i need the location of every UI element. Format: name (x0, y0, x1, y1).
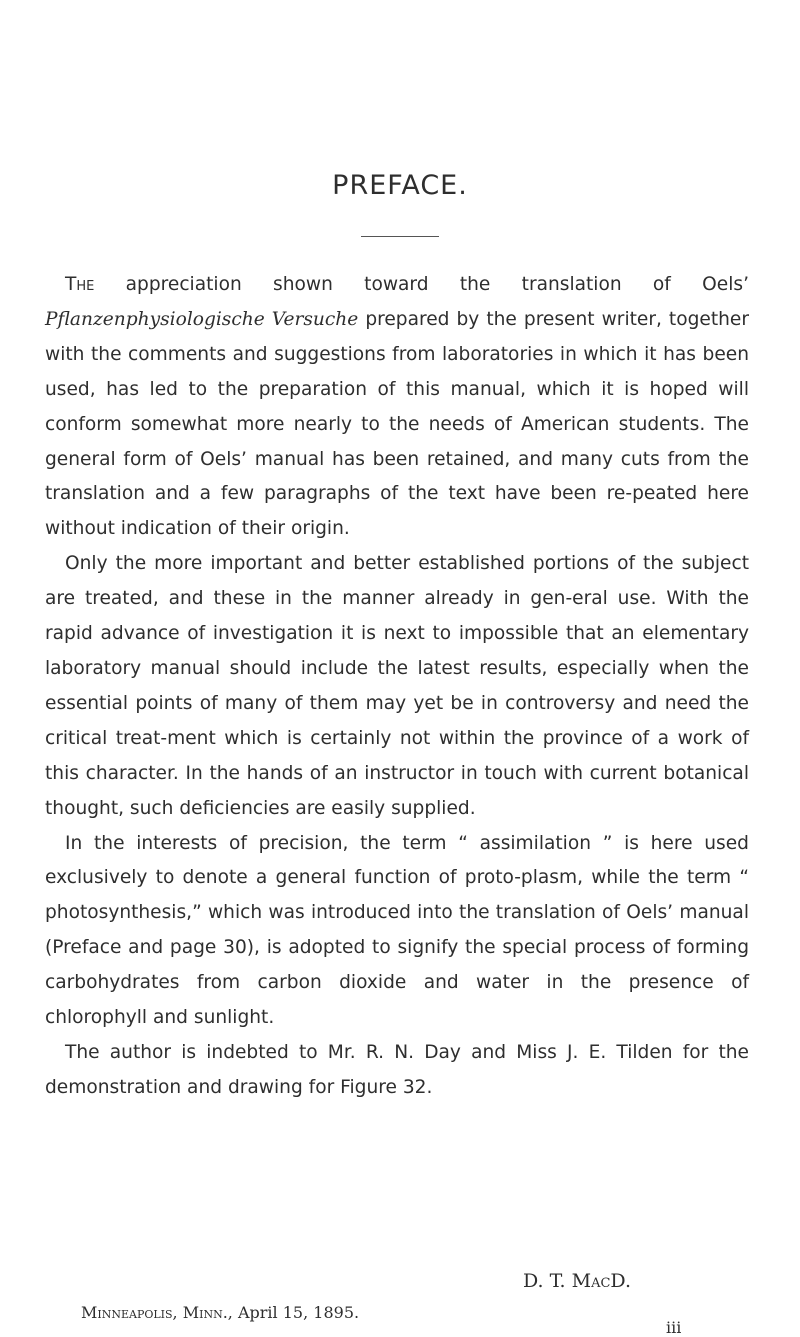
author-signature (523, 1270, 631, 1292)
paragraph-1-text-b: prepared by the present writer, together with the comments and suggestions from laboratories in which it has been used, has led to the preparation of this manual, which it is hoped will conform somewhat more nearly to the needs of American students. The general form of Oels’ manual has been retained, and many cuts from the translation and a few paragraphs of the text have been re-peated here without indication of their origin. (45, 308, 749, 540)
paragraph-1-first-word: The (65, 274, 95, 295)
paragraph-2: Only the more important and better established portions of the subject are treated, and these in the manner already in gen-eral use. With the rapid advance of investigation it is next to impossible that an elementary laboratory manual should include the latest results, especially when the essential points of many of them may yet be in controversy and need the critical treat-ment which is certainly not within the province of a work of this character. In the hands of an instructor in touch with current botanical thought, such deficiencies are easily supplied. (45, 553, 749, 819)
paragraph-1 (45, 268, 749, 547)
preface-body (45, 268, 749, 1106)
paragraph-1-book-title: Pflanzenphysiologische Versuche (45, 308, 359, 330)
place-city: Minneapolis, Minn., (81, 1303, 233, 1322)
signature-surname: MacD. (571, 1270, 631, 1292)
place-date: April 15, 1895. (232, 1303, 360, 1322)
page-heading: PREFACE. (332, 170, 468, 201)
heading-rule (361, 236, 439, 237)
place-and-date (81, 1303, 359, 1322)
paragraph-1-text-a: appreciation shown toward the translation of Oels’ (94, 274, 749, 295)
paragraph-3: In the interests of precision, the term “ assimilation ” is here used exclusively to denote a general function of proto-plasm, while the term “ photosynthesis,” which was introduced into the translation of Oels’ manual (Preface and page 30), is adopted to signify the special process of forming carbohydrates from carbon dioxide and water in the presence of chlorophyll and sunlight. (45, 832, 749, 1029)
paragraph-4: The author is indebted to Mr. R. N. Day and Miss J. E. Tilden for the demonstration and drawing for Figure 32. (45, 1041, 749, 1098)
signature-initials: D. T. (523, 1270, 572, 1292)
page-number: iii (666, 1318, 682, 1337)
